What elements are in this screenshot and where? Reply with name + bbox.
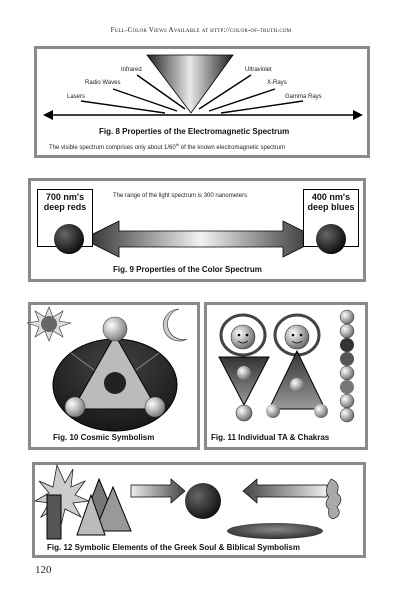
sun-icon [27, 307, 71, 341]
label-lasers: Lasers [67, 94, 86, 100]
deep-blue-sphere-front [316, 224, 346, 254]
left-body-sphere [237, 366, 251, 380]
baseline-right-arrowhead [353, 110, 363, 120]
left-sphere [65, 397, 85, 417]
fig10-diagram [31, 305, 203, 453]
left-head [231, 325, 255, 349]
xrays-pointer [209, 89, 275, 111]
right-body-sphere [290, 378, 304, 392]
pillar-icon [47, 495, 61, 539]
fig11-caption: Fig. 11 Individual TA & Chakras [211, 433, 330, 442]
fig9-panel [28, 178, 366, 282]
deep-blues-line1: 400 nm's [311, 192, 351, 202]
page-header: Full-Color Views Available at http://color-of-truth.com [110, 26, 292, 34]
right-foot-right-sphere [314, 404, 328, 418]
fig12-panel [32, 462, 366, 558]
deep-reds-line2: deep reds [43, 202, 87, 212]
baseline-left-arrowhead [43, 110, 53, 120]
fig9-caption: Fig. 9 Properties of the Color Spectrum [113, 265, 262, 274]
label-gamma-rays: Gamma Rays [285, 94, 322, 100]
deep-blues-line2: deep blues [307, 202, 355, 212]
crescent-moon-icon [163, 309, 187, 341]
scroll-icon [326, 479, 341, 519]
right-pointing-arrow [131, 479, 185, 503]
fig12-caption: Fig. 12 Symbolic Elements of the Greek Soul & Biblical Symbolism [47, 543, 300, 552]
left-foot-sphere [236, 405, 252, 421]
label-ultraviolet: Ultraviolet [245, 67, 272, 73]
right-head [285, 325, 309, 349]
top-sphere [103, 317, 127, 341]
left-pointing-arrow [243, 479, 327, 503]
label-infrared: Infrared [121, 67, 142, 73]
chakra-column [340, 310, 354, 422]
right-foot-left-sphere [266, 404, 280, 418]
fig11-panel [204, 302, 368, 450]
visible-spectrum-cone [147, 55, 233, 113]
fig9-range-text: The range of the light spectrum is 300 nanometers [113, 193, 248, 199]
fig8-note-suffix: of the known electromagnetic spectrum [179, 145, 286, 151]
fig8-note-sup: th [175, 142, 180, 147]
label-radio-waves: Radio Waves [85, 80, 121, 86]
burst-icon [35, 465, 89, 525]
base-disk [227, 523, 323, 539]
fig10-panel [28, 302, 200, 450]
right-sphere [145, 397, 165, 417]
triangle-center-sphere [104, 372, 126, 394]
fig8-note-prefix: The visible spectrum comprises only about 1/60 [49, 145, 176, 151]
deep-reds-line1: 700 nm's [45, 192, 85, 202]
central-sphere [185, 483, 221, 519]
fig11-diagram [207, 305, 371, 453]
deep-red-sphere-front [54, 224, 84, 254]
fig10-caption: Fig. 10 Cosmic Symbolism [53, 433, 155, 442]
fig8-caption: Fig. 8 Properties of the Electromagnetic Spectrum [99, 127, 290, 136]
fig8-panel [34, 46, 370, 158]
radio-pointer [113, 89, 177, 111]
fig8-note [49, 142, 285, 151]
page-number: 120 [35, 564, 52, 576]
left-body-triangle [219, 357, 269, 405]
label-xrays: X-Rays [267, 80, 287, 86]
